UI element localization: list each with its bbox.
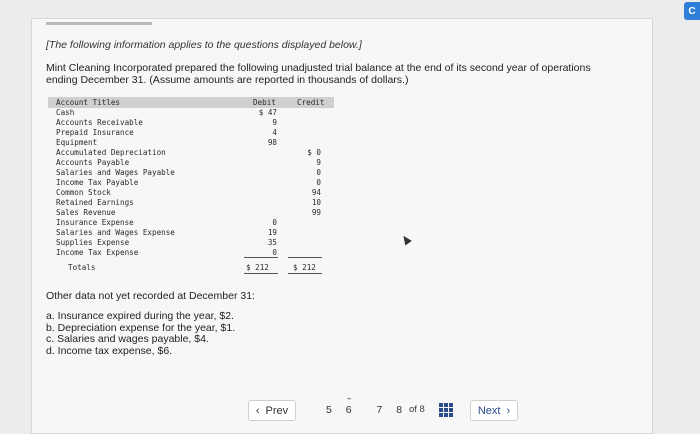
account-cell: Cash (56, 108, 75, 117)
account-cell: Salaries and Wages Expense (56, 228, 175, 237)
account-cell: Sales Revenue (56, 208, 116, 217)
credit-cell: 0 (316, 168, 321, 177)
credit-cell: 9 (316, 158, 321, 167)
header-account: Account Titles (56, 98, 121, 107)
page-of-total: of 8 (409, 404, 425, 415)
credit-cell: $ 0 (307, 148, 321, 157)
other-data-title: Other data not yet recorded at December 31: (46, 290, 255, 302)
grid-icon[interactable] (439, 403, 453, 417)
prompt-text: Mint Cleaning Incorporated prepared the following unadjusted trial balance at the end of its second year of operations ending December 31. (Assume amounts are reported in thousands of dollars.) (46, 62, 591, 86)
totals-label: Totals (68, 263, 96, 272)
account-cell: Common Stock (56, 188, 111, 197)
account-cell: Salaries and Wages Payable (56, 168, 175, 177)
account-cell: Prepaid Insurance (56, 128, 134, 137)
prev-button[interactable] (248, 400, 296, 421)
pagination-bar (0, 396, 700, 426)
debit-cell: 0 (272, 248, 277, 257)
page-link[interactable]: 5 (326, 404, 332, 416)
account-cell: Accumulated Depreciation (56, 148, 166, 157)
other-data-list (46, 311, 235, 357)
page-link[interactable]: 7 (376, 404, 383, 416)
account-cell: Insurance Expense (56, 218, 134, 227)
account-cell: Income Tax Expense (56, 248, 139, 257)
account-cell: Equipment (56, 138, 98, 147)
account-cell: Income Tax Payable (56, 178, 139, 187)
debit-cell: 98 (267, 138, 277, 147)
trial-balance-table (48, 97, 334, 276)
other-data-item: c. Salaries and wages payable, $4. (46, 333, 209, 345)
chevron-left-icon: ‹ (255, 404, 260, 417)
debit-double-rule (244, 273, 278, 274)
debit-cell: 19 (267, 228, 277, 237)
next-button[interactable] (470, 400, 518, 421)
prev-label: Prev (265, 404, 289, 417)
totals-credit: $ 212 (293, 263, 316, 272)
page-numbers (326, 394, 413, 416)
credit-double-rule (288, 273, 322, 274)
header-credit: Credit (297, 98, 325, 107)
chevron-right-icon: › (506, 404, 511, 417)
link-icon: ⌁ (346, 394, 352, 403)
debit-cell: $ 47 (258, 108, 277, 117)
debit-total-rule (244, 257, 278, 258)
credit-cell: 0 (316, 178, 321, 187)
header-strip (46, 22, 152, 25)
header-debit: Debit (253, 98, 276, 107)
other-data-item: d. Income tax expense, $6. (46, 344, 173, 357)
page-current[interactable]: ⌁ 6 (345, 394, 352, 416)
account-cell: Accounts Payable (56, 158, 130, 167)
credit-cell: 99 (311, 208, 321, 217)
other-data-item: a. Insurance expired during the year, $2. (46, 310, 234, 322)
credit-cell: 94 (311, 188, 321, 197)
debit-cell: 9 (272, 118, 277, 127)
account-cell: Retained Earnings (56, 198, 134, 207)
page-link[interactable]: 8 (396, 404, 403, 416)
totals-debit: $ 212 (246, 263, 269, 272)
account-cell: Supplies Expense (56, 238, 130, 247)
other-data-item: b. Depreciation expense for the year, $1. (46, 321, 236, 334)
intro-text: [The following information applies to the questions displayed below.] (46, 39, 362, 51)
credit-cell: 10 (311, 198, 321, 207)
credit-total-rule (288, 257, 322, 258)
next-label: Next (477, 404, 501, 417)
account-cell: Accounts Receivable (56, 118, 143, 127)
edge-badge[interactable]: C (684, 2, 700, 20)
debit-cell: 4 (272, 128, 277, 137)
debit-cell: 0 (272, 218, 277, 227)
debit-cell: 35 (267, 238, 277, 247)
